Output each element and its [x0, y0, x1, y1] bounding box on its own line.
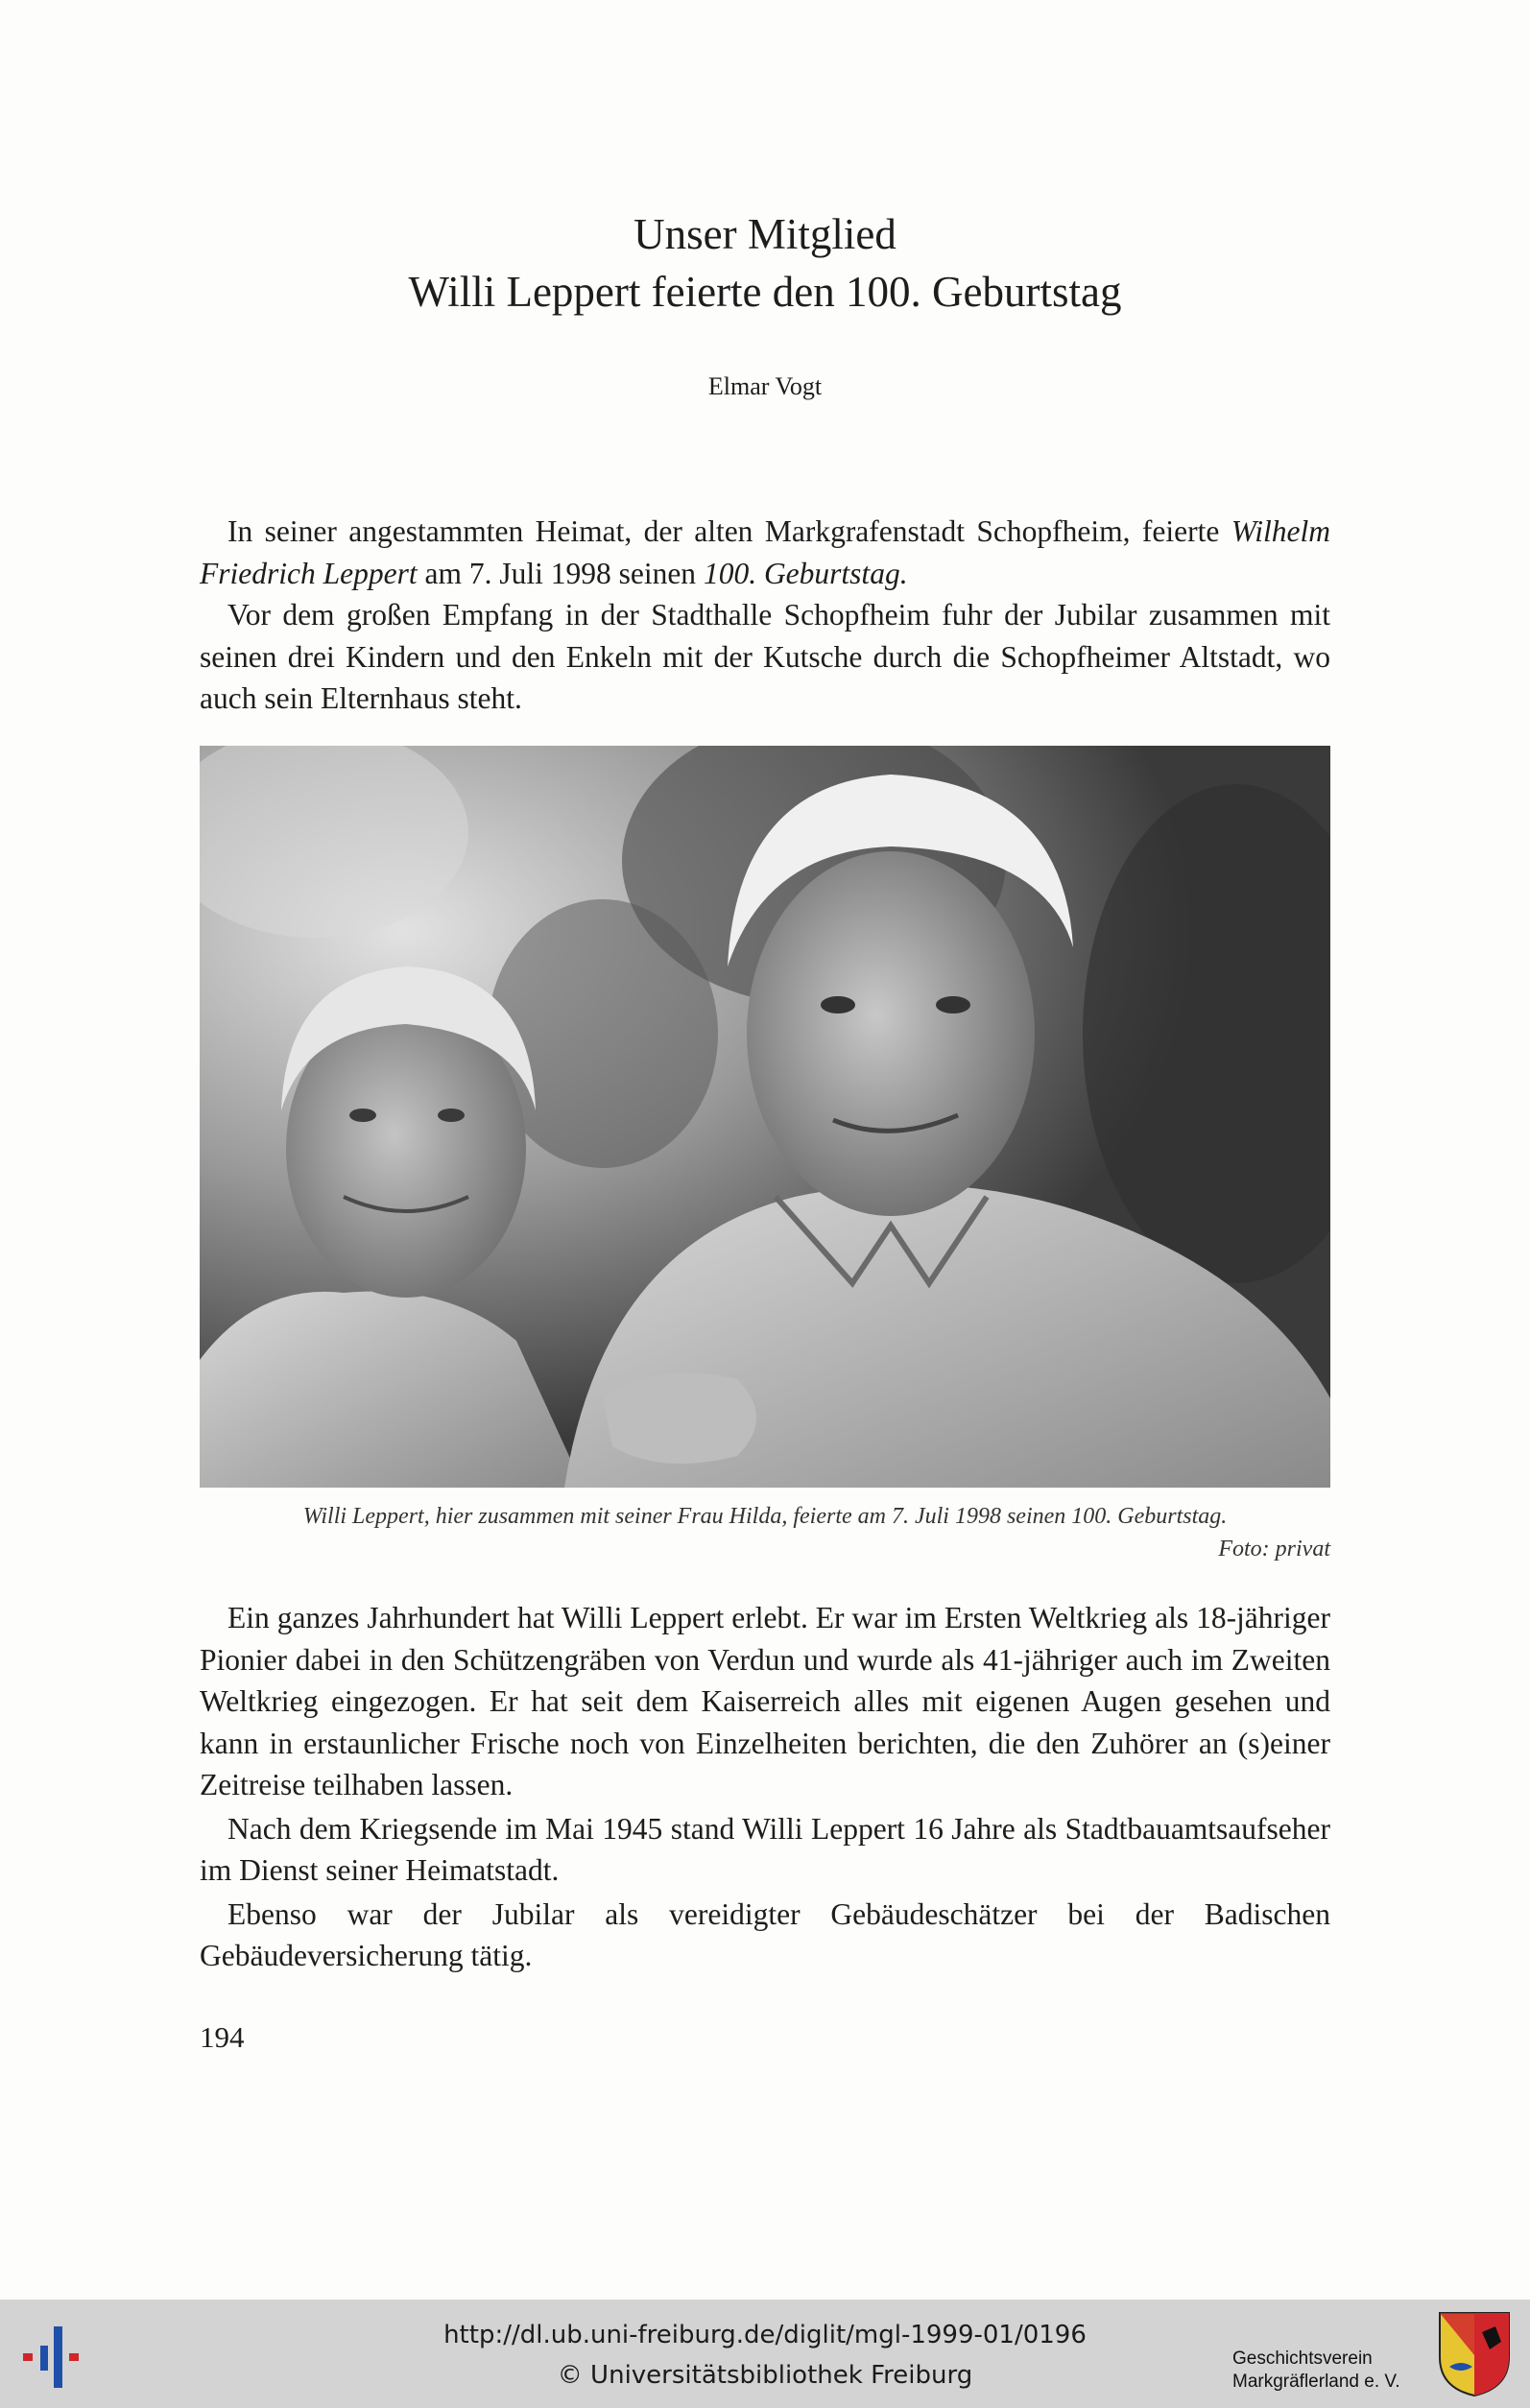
intro-p1-text-b: am 7. Juli 1998 seinen: [417, 556, 704, 590]
intro-text: [200, 511, 1330, 720]
intro-paragraph-1: [200, 511, 1330, 594]
footer-url-link[interactable]: http://dl.ub.uni-freiburg.de/diglit/mgl-1999-01/0196: [443, 2321, 1087, 2349]
main-text: [200, 1597, 1330, 1977]
photo-caption: [200, 1500, 1330, 1565]
photo-caption-text: Willi Leppert, hier zusammen mit seiner Frau Hilda, feierte am 7. Juli 1998 seinen 100. Geburtstag.: [302, 1504, 1228, 1529]
intro-p1-text-a: In seiner angestammten Heimat, der alten Markgrafenstadt Schopfheim, feierte: [227, 514, 1231, 548]
footer-society-name: [1232, 2348, 1424, 2394]
page-number: 194: [200, 2020, 245, 2054]
society-line-2: Markgräflerland e. V.: [1232, 2372, 1400, 2392]
body-paragraph-1: Ein ganzes Jahrhundert hat Willi Leppert erlebt. Er war im Ersten Weltkrieg als 18-jähriger Pionier dabei in den Schützengräben von Verdun und wurde als 41-jähriger auch im Zweiten Weltkrieg eingezogen. Er hat seit dem Kaiserreich alles mit eigenen Augen gesehen und kann in erstaunlicher Frische noch von Einzelheiten berichten, die den Zuhörer an (s)einer Zeitreise teilhaben lassen.: [200, 1601, 1330, 1801]
society-line-1: Geschichtsverein: [1232, 2348, 1373, 2369]
body-paragraph-2: Nach dem Kriegsende im Mai 1945 stand Willi Leppert 16 Jahre als Stadtbauamtsaufseher im Dienst seiner Heimatstadt.: [200, 1811, 1330, 1887]
portrait-photo: [200, 746, 1330, 1488]
intro-p1-name: Wilhelm Friedrich Leppert: [200, 514, 1330, 590]
article-title: [0, 205, 1530, 321]
coat-of-arms-icon: [1436, 2309, 1513, 2399]
article-title-line2: Willi Leppert feierte den 100. Geburtstag: [408, 268, 1122, 316]
portrait-photo-illustration: [200, 746, 1330, 1488]
body-paragraph-3: Ebenso war der Jubilar als vereidigter Gebäudeschätzer bei der Badischen Gebäudeversicherung tätig.: [200, 1896, 1330, 1972]
article-title-line1: Unser Mitglied: [634, 210, 896, 258]
footer-bar: [0, 2300, 1530, 2408]
photo-credit: Foto: privat: [1218, 1537, 1330, 1562]
intro-p1-event: 100. Geburtstag.: [703, 556, 908, 590]
footer-copyright: © Universitätsbibliothek Freiburg: [557, 2361, 973, 2390]
intro-paragraph-2: Vor dem großen Empfang in der Stadthalle Schopfheim fuhr der Jubilar zusammen mit seinen drei Kindern und den Enkeln mit der Kutsche durch die Schopfheimer Altstadt, wo auch sein Elternhaus steht.: [200, 598, 1330, 715]
article-author: Elmar Vogt: [707, 372, 823, 400]
